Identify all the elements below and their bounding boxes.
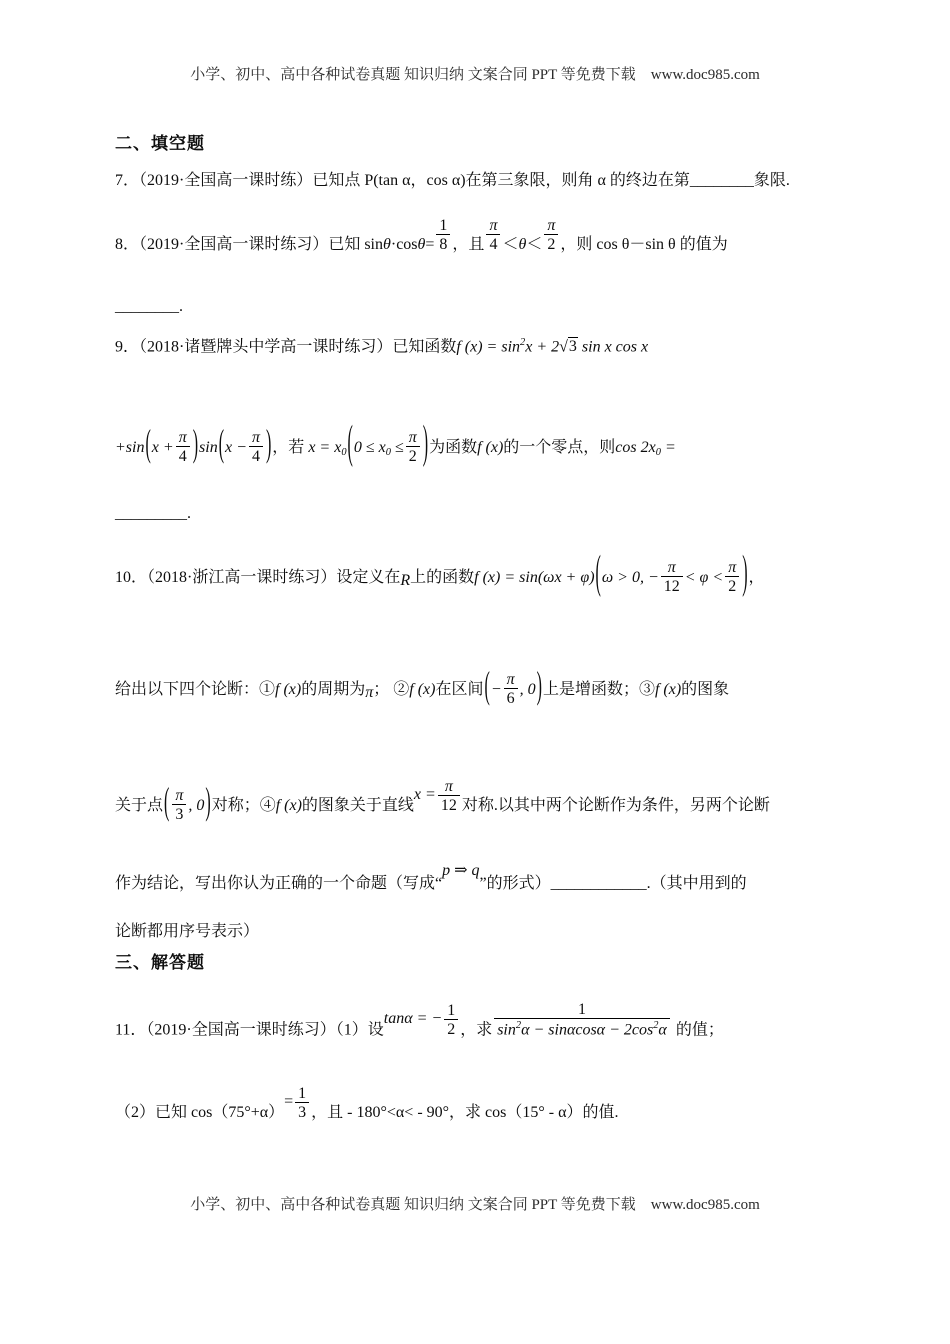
q10-text: 的周期为 — [301, 681, 366, 699]
big-paren: ) — [265, 424, 272, 466]
q10-text: 在区间 — [435, 681, 484, 699]
fraction — [444, 1003, 458, 1040]
fraction-numerator: π — [251, 429, 260, 446]
q9-formula: 0 ≤ x — [353, 439, 386, 457]
theta-symbol: θ — [518, 236, 527, 253]
fraction — [249, 430, 263, 467]
q9-formula: x − — [225, 439, 247, 457]
q11-text: ，且 - 180°<α< - 90°，求 cos（15° - α）的值. — [311, 1104, 619, 1121]
big-paren: ( — [145, 424, 151, 466]
fraction-denominator: 2 — [406, 446, 420, 467]
q10-text: 的图象关于直线 — [301, 797, 414, 814]
big-paren: ) — [536, 666, 542, 708]
q9-formula: = — [660, 439, 676, 457]
q9-text: ，若 — [272, 439, 309, 457]
q11-denominator: α — [658, 1021, 667, 1039]
fraction — [295, 1086, 309, 1123]
q10-text: 10．（2018·浙江高一课时练习）设定义在 — [115, 569, 401, 587]
fraction-numerator: π — [175, 786, 184, 804]
fraction-numerator: 1 — [298, 1085, 307, 1102]
fraction-denominator: 2 — [544, 234, 558, 255]
theta-symbol: θ — [383, 236, 391, 253]
fraction-denominator — [494, 1018, 670, 1040]
q11-text: ，求 — [460, 1021, 493, 1039]
p-implies-q: p ⇒ q — [442, 862, 480, 879]
minus-sign: − — [490, 681, 502, 699]
q9-formula: x + — [151, 439, 174, 457]
fx-symbol: f (x) — [409, 681, 436, 699]
q8-text: ＜ — [526, 236, 543, 253]
fx-symbol: f (x) — [275, 797, 302, 814]
radicand: 3 — [568, 338, 577, 356]
equals-sign: = — [284, 1093, 294, 1110]
fraction — [176, 430, 190, 467]
fraction — [436, 218, 450, 255]
q10-text: ； ② — [373, 681, 410, 699]
pi-symbol: π — [365, 684, 374, 702]
fx-symbol: f (x) — [477, 439, 504, 457]
sqrt-radical: √ — [559, 338, 568, 356]
subscript: 0 — [341, 446, 347, 458]
big-paren: ( — [484, 666, 490, 708]
fraction — [504, 672, 518, 709]
fraction-numerator: π — [506, 671, 515, 688]
q10-text: ， — [748, 569, 765, 587]
fraction — [544, 218, 558, 255]
q11-text: 11．（2019·全国高一课时练习）（1）设 — [115, 1021, 384, 1039]
q10-text: 对称.以其中两个论断作为条件，另两个论断 — [461, 797, 770, 814]
fraction-numerator: π — [728, 559, 737, 576]
fraction — [172, 788, 186, 825]
fraction-numerator: 1 — [578, 1001, 586, 1018]
fraction-denominator: 12 — [438, 795, 460, 816]
question-10-line-5: 论断都用序号表示） — [115, 923, 260, 940]
q9-formula: x + 2 — [525, 338, 560, 356]
theta-symbol: θ — [417, 236, 426, 253]
fraction — [725, 560, 739, 597]
q10-text: ”的形式） — [479, 875, 551, 892]
fraction-numerator: π — [408, 429, 417, 446]
answer-blank: ________. — [115, 298, 183, 315]
fraction-denominator: 12 — [661, 576, 683, 597]
big-paren: ( — [218, 424, 225, 466]
exponent: 2 — [515, 1020, 522, 1031]
fraction — [438, 779, 460, 816]
q9-text: 为函数 — [429, 439, 478, 457]
fraction — [494, 1002, 670, 1040]
answer-blank: ________ — [689, 172, 754, 189]
question-7 — [115, 171, 790, 192]
q9-text: 9．（2018·诸暨牌头中学高一课时练习）已知函数 — [115, 338, 457, 356]
q11-formula: tanα = − — [383, 1010, 443, 1028]
q11-text: （2）已知 cos（75°+α） — [115, 1104, 285, 1121]
big-paren: ) — [192, 424, 199, 466]
fraction-numerator: π — [547, 217, 556, 234]
big-paren: ( — [595, 549, 601, 599]
question-11-part-2 — [115, 1086, 619, 1124]
q10-formula: , 0 — [519, 681, 536, 699]
q10-text: 对称；④ — [211, 797, 276, 814]
q8-text: ·cos — [390, 236, 418, 253]
q9-text: 的一个零点，则 — [503, 439, 616, 457]
q9-formula: sin x cos x — [577, 338, 649, 356]
fx-symbol: f (x) — [654, 681, 682, 699]
big-paren: ( — [164, 782, 170, 824]
equals-sign: = — [425, 236, 435, 253]
subscript: 0 — [655, 446, 661, 458]
fraction-denominator: 4 — [249, 446, 263, 467]
section-title-solve: 三、解答题 — [115, 953, 205, 972]
page-header: 小学、初中、高中各种试卷真题 知识归纳 文案合同 PPT 等免费下载 www.doc985.com — [190, 67, 760, 83]
q10-text: 作为结论，写出你认为正确的一个命题（写成“ — [115, 875, 443, 892]
subscript: 0 — [385, 446, 391, 458]
q10-formula: < φ < — [684, 569, 724, 587]
page-footer: 小学、初中、高中各种试卷真题 知识归纳 文案合同 PPT 等免费下载 www.doc985.com — [190, 1197, 760, 1213]
q8-text: ＜ — [502, 236, 519, 253]
fraction-numerator: π — [178, 429, 187, 446]
exponent: 2 — [653, 1020, 659, 1031]
q8-text: ，且 — [452, 236, 485, 253]
q10-formula: , 0 — [188, 796, 205, 814]
big-paren: ) — [205, 782, 211, 824]
q9-formula: +sin — [115, 439, 145, 457]
q8-text: 8．（2019·全国高一课时练习）已知 sin — [115, 236, 384, 253]
q9-formula: ≤ — [390, 439, 404, 457]
answer-blank: ____________ — [550, 875, 647, 892]
question-10-line-3 — [115, 779, 770, 825]
q10-text: 上是增函数；③ — [542, 681, 655, 699]
fraction — [406, 430, 420, 467]
q7-text-post: 象限. — [753, 172, 790, 189]
fraction-denominator: 4 — [486, 234, 500, 255]
big-paren: ) — [742, 549, 748, 599]
q9-formula: sin — [199, 439, 218, 457]
fraction-numerator: 1 — [439, 217, 448, 234]
question-9-line-2 — [115, 419, 676, 469]
fraction-denominator: 3 — [172, 804, 186, 825]
fraction — [661, 560, 683, 597]
fraction-denominator: 2 — [444, 1019, 458, 1040]
question-11 — [115, 1002, 724, 1041]
q11-denominator: α − sinαcosα − 2cos — [521, 1021, 654, 1039]
q7-text: 7．（2019·全国高一课时练）已知点 P(tan α，cos α)在第三象限，则角 α 的终边在第 — [115, 172, 690, 189]
answer-blank: _________. — [115, 505, 191, 522]
question-10 — [115, 549, 765, 599]
section-title-fill-blank: 二、填空题 — [115, 134, 205, 153]
fraction-numerator: 1 — [447, 1002, 456, 1020]
q10-text: 关于点 — [115, 797, 164, 814]
q10-text: 的图象 — [681, 681, 730, 699]
question-10-line-4 — [115, 862, 747, 895]
fraction-denominator: 8 — [436, 234, 450, 255]
q8-text: ，则 cos θ－sin θ 的值为 — [560, 236, 728, 253]
fraction-denominator: 2 — [725, 576, 739, 597]
fraction — [486, 218, 500, 255]
r-symbol: R — [400, 572, 411, 590]
q9-formula: cos 2x — [615, 439, 656, 457]
fx-symbol: f (x) — [275, 681, 302, 699]
fraction-numerator: π — [489, 217, 498, 234]
question-10-line-2 — [115, 666, 730, 709]
q10-formula: x = — [413, 786, 436, 803]
q10-formula: f (x) = sin(ωx + φ) — [474, 569, 595, 587]
exponent: 2 — [520, 337, 526, 348]
fraction-numerator: π — [667, 559, 676, 576]
q10-formula: ω > 0, − — [601, 569, 659, 587]
q11-denominator: sin — [497, 1021, 516, 1039]
q10-text: 给出以下四个论断：① — [115, 681, 276, 699]
fraction-denominator: 6 — [504, 688, 518, 709]
q10-text: .（其中用到的 — [646, 875, 747, 892]
big-paren: ) — [422, 419, 429, 469]
fraction-numerator: π — [444, 778, 453, 795]
big-paren: ( — [347, 419, 353, 469]
fraction-denominator: 3 — [295, 1102, 309, 1123]
q10-text: 上的函数 — [410, 569, 475, 587]
question-8 — [115, 218, 728, 256]
q9-formula: x = x — [308, 439, 342, 457]
q9-formula: f (x) = sin — [456, 338, 521, 356]
question-9 — [115, 336, 648, 358]
q11-text: 的值； — [671, 1021, 724, 1039]
fraction-denominator: 4 — [176, 446, 190, 467]
